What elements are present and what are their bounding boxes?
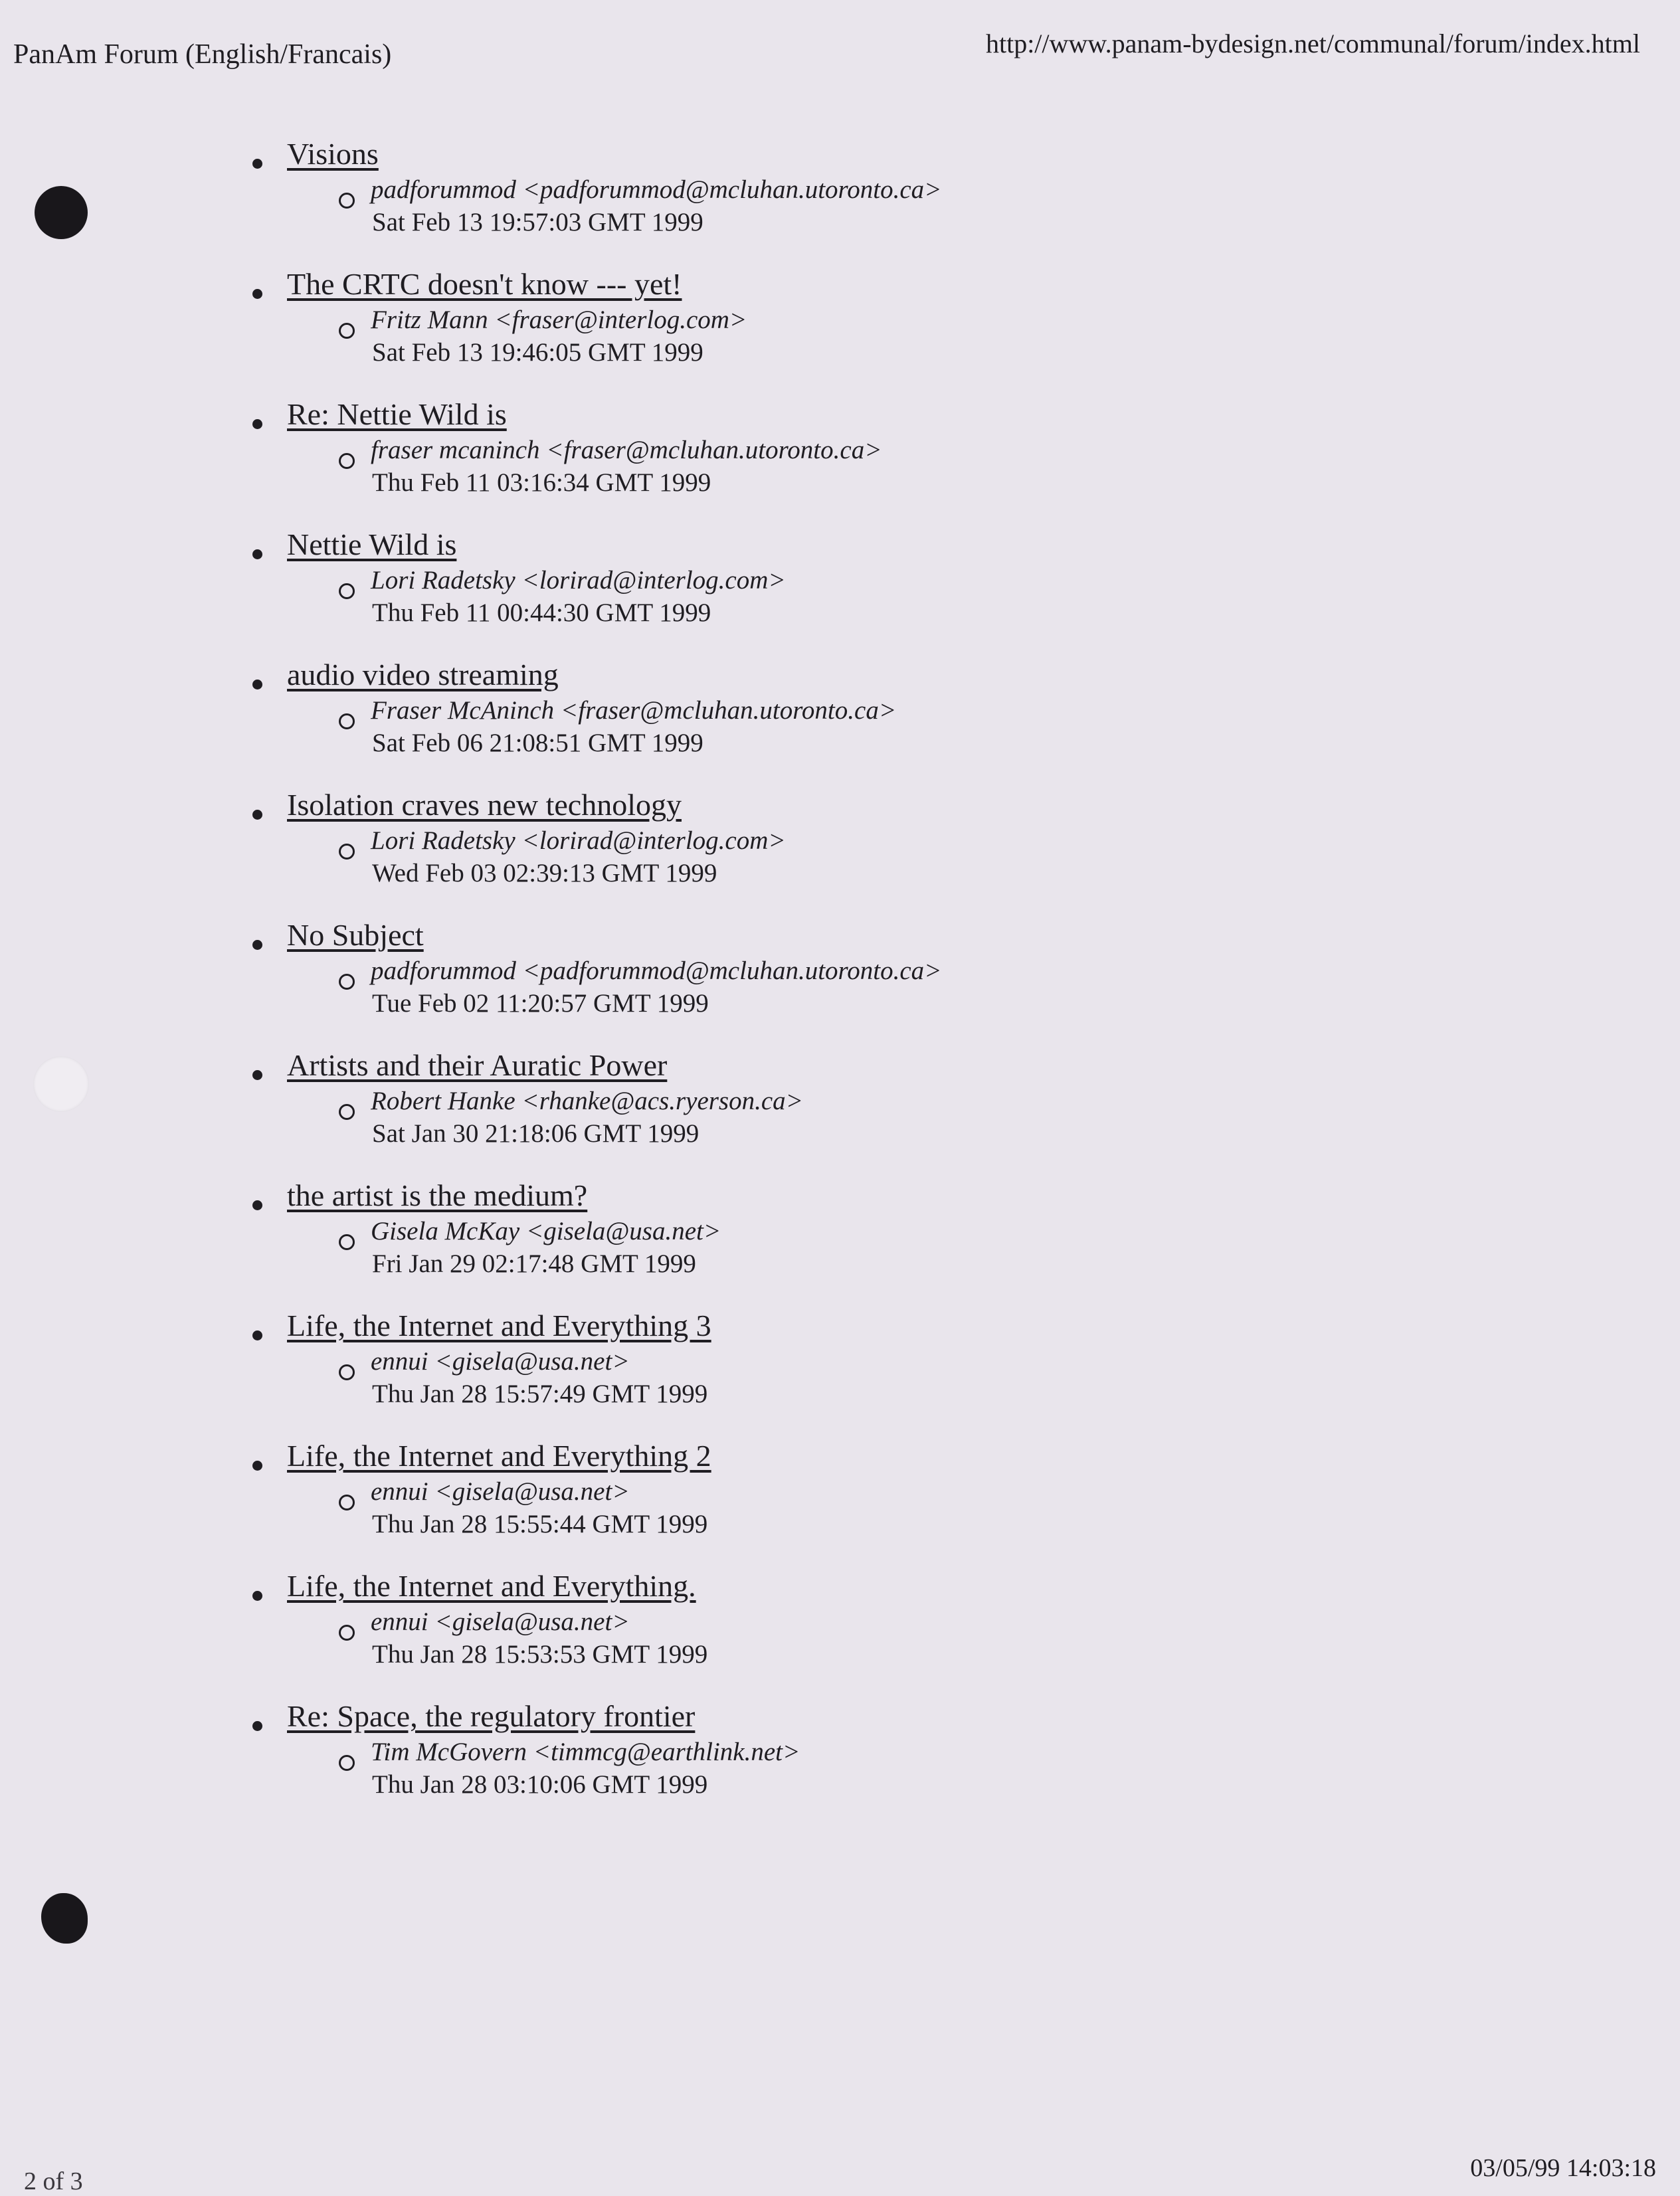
- topic-link[interactable]: No Subject: [287, 918, 424, 952]
- circle-bullet-icon: [339, 974, 355, 990]
- topic-author: Lori Radetsky <lorirad@interlog.com>: [371, 826, 786, 855]
- bullet-icon: [252, 1330, 262, 1340]
- topic-author: ennui <gisela@usa.net>: [371, 1607, 630, 1636]
- page-title: PanAm Forum (English/Francais): [13, 39, 392, 70]
- topic-author: Fritz Mann <fraser@interlog.com>: [371, 306, 747, 334]
- bullet-icon: [252, 1200, 262, 1210]
- topic-date: Thu Jan 28 03:10:06 GMT 1999: [372, 1770, 708, 1799]
- print-timestamp: 03/05/99 14:03:18: [1470, 2154, 1656, 2182]
- topic-date: Thu Jan 28 15:57:49 GMT 1999: [372, 1380, 708, 1408]
- topic-link[interactable]: Artists and their Auratic Power: [287, 1048, 668, 1082]
- topic-date: Thu Feb 11 00:44:30 GMT 1999: [372, 598, 711, 627]
- topic-link[interactable]: the artist is the medium?: [287, 1178, 588, 1212]
- bullet-icon: [252, 1070, 262, 1080]
- page-number: 2 of 3: [24, 2167, 83, 2195]
- bullet-icon: [252, 810, 262, 820]
- circle-bullet-icon: [339, 583, 355, 599]
- topic-link[interactable]: Life, the Internet and Everything.: [287, 1569, 696, 1603]
- topic-date: Sat Feb 13 19:46:05 GMT 1999: [372, 338, 703, 367]
- punch-hole-middle: [33, 1056, 89, 1112]
- circle-bullet-icon: [339, 1625, 355, 1641]
- topic-date: Fri Jan 29 02:17:48 GMT 1999: [372, 1249, 696, 1278]
- topic-author: ennui <gisela@usa.net>: [371, 1477, 630, 1506]
- topic-author: Gisela McKay <gisela@usa.net>: [371, 1217, 721, 1245]
- bullet-icon: [252, 940, 262, 950]
- topic-author: padforummod <padforummod@mcluhan.utoronto.ca>: [371, 175, 942, 204]
- topic-date: Thu Jan 28 15:55:44 GMT 1999: [372, 1510, 708, 1538]
- topic-date: Thu Feb 11 03:16:34 GMT 1999: [372, 468, 711, 497]
- circle-bullet-icon: [339, 713, 355, 729]
- topic-link[interactable]: Re: Nettie Wild is: [287, 397, 507, 431]
- bullet-icon: [252, 419, 262, 429]
- bullet-icon: [252, 1591, 262, 1601]
- topic-date: Thu Jan 28 15:53:53 GMT 1999: [372, 1640, 708, 1669]
- bullet-icon: [252, 289, 262, 299]
- punch-hole-top: [35, 186, 88, 239]
- circle-bullet-icon: [339, 1495, 355, 1510]
- circle-bullet-icon: [339, 844, 355, 860]
- topic-link[interactable]: Visions: [287, 137, 379, 171]
- circle-bullet-icon: [339, 1104, 355, 1120]
- circle-bullet-icon: [339, 1234, 355, 1250]
- topic-author: ennui <gisela@usa.net>: [371, 1347, 630, 1376]
- bullet-icon: [252, 680, 262, 689]
- topic-date: Sat Feb 13 19:57:03 GMT 1999: [372, 208, 703, 236]
- circle-bullet-icon: [339, 453, 355, 469]
- circle-bullet-icon: [339, 1755, 355, 1771]
- topic-link[interactable]: audio video streaming: [287, 658, 559, 691]
- topic-author: Robert Hanke <rhanke@acs.ryerson.ca>: [371, 1087, 803, 1115]
- circle-bullet-icon: [339, 1364, 355, 1380]
- topic-author: fraser mcaninch <fraser@mcluhan.utoronto.ca>: [371, 436, 882, 464]
- topic-link[interactable]: Re: Space, the regulatory frontier: [287, 1699, 696, 1733]
- topic-author: Fraser McAninch <fraser@mcluhan.utoronto.ca>: [371, 696, 897, 725]
- topic-link[interactable]: Isolation craves new technology: [287, 788, 682, 822]
- topic-author: padforummod <padforummod@mcluhan.utoronto.ca>: [371, 957, 942, 985]
- circle-bullet-icon: [339, 323, 355, 339]
- topic-link[interactable]: Life, the Internet and Everything 2: [287, 1439, 711, 1473]
- topic-link[interactable]: Nettie Wild is: [287, 527, 457, 561]
- topic-date: Sat Feb 06 21:08:51 GMT 1999: [372, 729, 703, 757]
- topic-author: Tim McGovern <timmcg@earthlink.net>: [371, 1738, 800, 1766]
- topic-date: Wed Feb 03 02:39:13 GMT 1999: [372, 859, 717, 887]
- topic-date: Tue Feb 02 11:20:57 GMT 1999: [372, 989, 709, 1018]
- bullet-icon: [252, 1721, 262, 1731]
- bullet-icon: [252, 159, 262, 169]
- punch-hole-bottom: [41, 1893, 88, 1944]
- bullet-icon: [252, 1461, 262, 1471]
- topic-author: Lori Radetsky <lorirad@interlog.com>: [371, 566, 786, 595]
- circle-bullet-icon: [339, 193, 355, 209]
- page-url: http://www.panam-bydesign.net/communal/forum/index.html: [985, 29, 1640, 58]
- bullet-icon: [252, 549, 262, 559]
- topic-date: Sat Jan 30 21:18:06 GMT 1999: [372, 1119, 700, 1148]
- topic-link[interactable]: Life, the Internet and Everything 3: [287, 1309, 711, 1342]
- topic-link[interactable]: The CRTC doesn't know --- yet!: [287, 267, 682, 301]
